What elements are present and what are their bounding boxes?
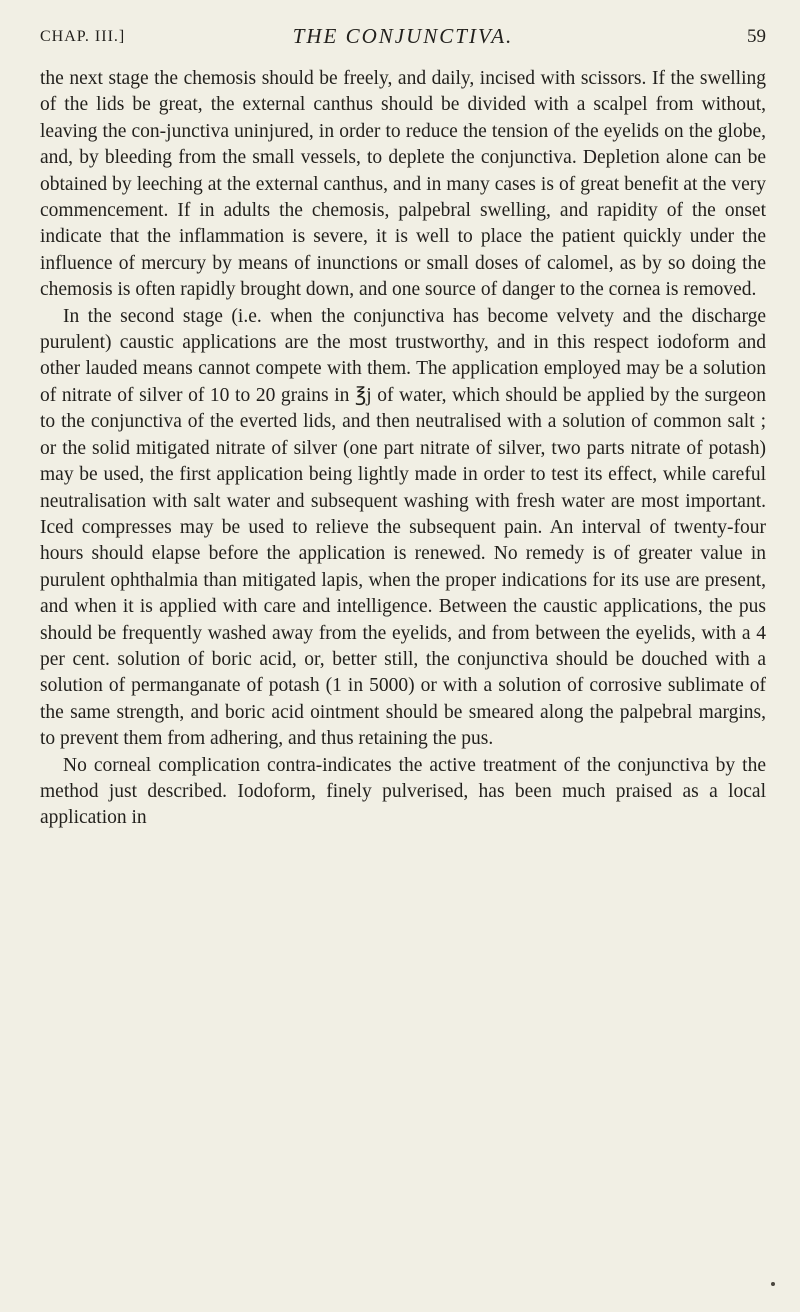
- page-header: [40, 22, 766, 66]
- paragraph-continued: the next stage the chemosis should be freely, and daily, incised with scissors. If the swelling of the lids be great, the external canthus should be divided with a scalpel from without, leaving the con-junctiva uninjured, in order to reduce the tension of the eyelids on the globe, and, by bleeding from the small vessels, to deplete the conjunctiva. Depletion alone can be obtained by leeching at the external canthus, and in many cases is of great benefit at the very commencement. If in adults the chemosis, palpebral swelling, and rapidity of the onset indicate that the inflammation is severe, it is well to place the patient quickly under the influence of mercury by means of inunctions or small doses of calomel, as by so doing the chemosis is often rapidly brought down, and one source of danger to the cornea is removed.: [40, 68, 766, 301]
- chapter-label: CHAP. III.]: [40, 28, 126, 45]
- running-title: THE CONJUNCTIVA.: [292, 24, 514, 48]
- page-speck: [771, 1282, 775, 1286]
- paragraph-corneal-complication: No corneal complication contra-indicates the active treatment of the conjunctiva by the method just described. Iodoform, finely pulverised, has been much praised as a local application in: [40, 754, 766, 829]
- page-number: 59: [747, 26, 766, 47]
- paragraph-second-stage: In the second stage (i.e. when the conjunctiva has become velvety and the discharge purulent) caustic applications are the most trustworthy, and in this respect iodoform and other lauded means cannot compete with them. The application employed may be a solution of nitrate of silver of 10 to 20 grains in ℥j of water, which should be applied by the surgeon to the conjunctiva of the everted lids, and then neutralised with a solution of common salt ; or the solid mitigated nitrate of silver (one part nitrate of silver, two parts nitrate of potash) may be used, the first application being lightly made in order to test its effect, while careful neutralisation with salt water and subsequent washing with fresh water are most important. Iced compresses may be used to relieve the subsequent pain. An interval of twenty-four hours should elapse before the application is renewed. No remedy is of greater value in purulent ophthalmia than mitigated lapis, when the proper indications for its use are present, and when it is applied with care and intelligence. Between the caustic applications, the pus should be frequently washed away from the eyelids, and from between the eyelids, with a 4 per cent. solution of boric acid, or, better still, the conjunctiva should be douched with a solution of permanganate of potash (1 in 5000) or with a solution of corrosive sublimate of the same strength, and boric acid ointment should be smeared along the palpebral margins, to prevent them from adhering, and thus retaining the pus.: [40, 305, 766, 750]
- body-text: [40, 66, 766, 832]
